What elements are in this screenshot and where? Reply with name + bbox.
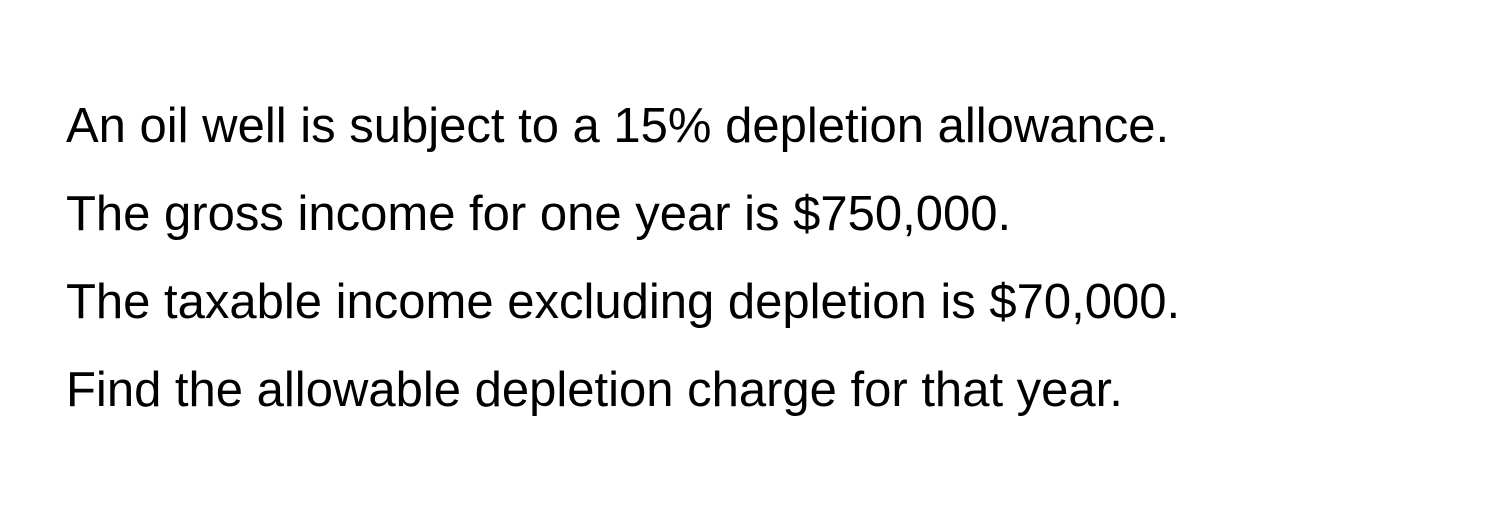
problem-text [66,82,1466,434]
problem-line-taxable-income: The taxable income excluding depletion is $70,000. [66,275,1181,329]
problem-line-question: Find the allowable depletion charge for that year. [66,363,1123,417]
problem-line-gross-income: The gross income for one year is $750,000. [66,187,1012,241]
problem-line-depletion-rate: An oil well is subject to a 15% depletion allowance. [66,99,1170,153]
